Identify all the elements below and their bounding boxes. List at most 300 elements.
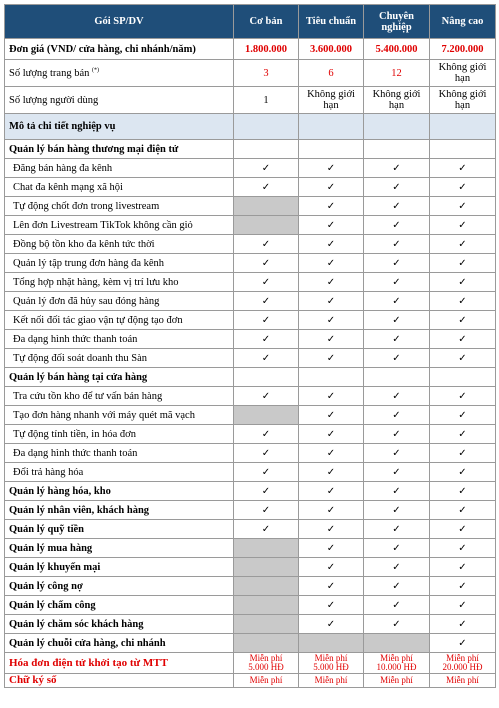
check-icon: ✓	[458, 504, 467, 516]
check-basic	[234, 311, 299, 330]
feature-label: Đổi trả hàng hóa	[5, 463, 234, 482]
check-icon: ✓	[392, 200, 401, 212]
check-icon: ✓	[326, 162, 336, 174]
unavailable-cell-basic	[234, 406, 299, 425]
check-icon: ✓	[261, 276, 271, 288]
check-icon: ✓	[326, 542, 336, 554]
check-advanced	[430, 349, 496, 368]
feature-row	[5, 159, 496, 178]
feature-label: Đồng bộ tồn kho đa kênh tức thời	[5, 235, 234, 254]
price-label: Đơn giá (VND/ cửa hàng, chi nhánh/năm)	[5, 39, 234, 60]
check-icon: ✓	[261, 390, 271, 402]
users-professional: Không giới hạn	[364, 87, 430, 114]
sales-points-advanced: Không giới hạn	[430, 60, 496, 87]
sales-points-row	[5, 60, 496, 87]
check-professional	[364, 311, 430, 330]
check-icon: ✓	[458, 352, 467, 364]
check-icon: ✓	[392, 219, 401, 231]
check-icon: ✓	[326, 447, 336, 459]
feature-label: Tổng hợp nhặt hàng, kèm vị trí lưu kho	[5, 273, 234, 292]
check-icon: ✓	[326, 333, 336, 345]
check-icon: ✓	[326, 466, 336, 478]
unavailable-cell-basic	[234, 197, 299, 216]
check-advanced	[430, 615, 496, 634]
feature-row	[5, 235, 496, 254]
check-icon: ✓	[458, 314, 467, 326]
check-professional	[364, 425, 430, 444]
feature-group-row	[5, 634, 496, 653]
footnote-marker: (*)	[92, 67, 99, 73]
check-icon: ✓	[392, 181, 401, 193]
check-icon: ✓	[326, 561, 336, 573]
einvoice-basic	[234, 653, 299, 674]
check-basic	[234, 273, 299, 292]
check-icon: ✓	[458, 599, 467, 611]
check-advanced	[430, 463, 496, 482]
check-basic	[234, 159, 299, 178]
check-standard	[299, 463, 364, 482]
sales-points-basic: 3	[234, 60, 299, 87]
check-icon: ✓	[458, 542, 467, 554]
check-icon: ✓	[392, 561, 401, 573]
check-professional	[364, 349, 430, 368]
einvoice-price: Miễn phí	[380, 653, 413, 663]
check-standard	[299, 558, 364, 577]
check-advanced	[430, 387, 496, 406]
price-advanced: 7.200.000	[430, 39, 496, 60]
einvoice-quota: 10.000 HĐ	[376, 662, 417, 672]
check-icon: ✓	[458, 295, 467, 307]
feature-label: Lên đơn Livestream TikTok không cần giỏ	[5, 216, 234, 235]
check-icon: ✓	[261, 257, 271, 269]
feature-row	[5, 425, 496, 444]
check-icon: ✓	[326, 314, 336, 326]
unavailable-cell-basic	[234, 615, 299, 634]
check-basic	[234, 501, 299, 520]
check-icon: ✓	[392, 542, 401, 554]
empty-cell-advanced	[430, 140, 496, 159]
check-icon: ✓	[392, 504, 401, 516]
users-standard: Không giới hạn	[299, 87, 364, 114]
check-professional	[364, 463, 430, 482]
check-standard	[299, 596, 364, 615]
check-icon: ✓	[392, 485, 401, 497]
feature-group-label: Quản lý chăm sóc khách hàng	[5, 615, 234, 634]
check-icon: ✓	[392, 333, 401, 345]
check-icon: ✓	[392, 238, 401, 250]
unavailable-cell-basic	[234, 596, 299, 615]
check-standard	[299, 406, 364, 425]
price-row	[5, 39, 496, 60]
einvoice-professional	[364, 653, 430, 674]
esign-standard: Miễn phí	[299, 674, 364, 688]
check-icon: ✓	[458, 181, 467, 193]
check-icon: ✓	[392, 276, 401, 288]
feature-group-row	[5, 539, 496, 558]
feature-row	[5, 463, 496, 482]
price-basic: 1.800.000	[234, 39, 299, 60]
check-advanced	[430, 501, 496, 520]
check-icon: ✓	[458, 580, 467, 592]
check-advanced	[430, 292, 496, 311]
check-basic	[234, 254, 299, 273]
users-advanced: Không giới hạn	[430, 87, 496, 114]
check-icon: ✓	[458, 333, 467, 345]
feature-group-label: Quản lý công nợ	[5, 577, 234, 596]
header-package-label: Gói SP/DV	[5, 5, 234, 39]
check-advanced	[430, 330, 496, 349]
check-basic	[234, 425, 299, 444]
section-cell	[299, 114, 364, 140]
check-icon: ✓	[261, 485, 271, 497]
check-icon: ✓	[392, 523, 401, 535]
check-icon: ✓	[392, 428, 401, 440]
check-icon: ✓	[326, 428, 336, 440]
check-standard	[299, 159, 364, 178]
sales-points-professional: 12	[364, 60, 430, 87]
check-advanced	[430, 254, 496, 273]
feature-label: Kết nối đối tác giao vận tự động tạo đơn	[5, 311, 234, 330]
feature-row	[5, 273, 496, 292]
feature-row	[5, 406, 496, 425]
feature-label: Tự động tính tiền, in hóa đơn	[5, 425, 234, 444]
check-icon: ✓	[261, 181, 271, 193]
check-basic	[234, 330, 299, 349]
check-icon: ✓	[326, 409, 336, 421]
unavailable-cell-standard	[299, 634, 364, 653]
check-icon: ✓	[261, 428, 271, 440]
price-professional: 5.400.000	[364, 39, 430, 60]
empty-cell-standard	[299, 368, 364, 387]
einvoice-advanced	[430, 653, 496, 674]
check-professional	[364, 197, 430, 216]
check-icon: ✓	[392, 466, 401, 478]
feature-group-label: Quản lý hàng hóa, kho	[5, 482, 234, 501]
check-standard	[299, 482, 364, 501]
check-advanced	[430, 273, 496, 292]
feature-row	[5, 254, 496, 273]
check-advanced	[430, 197, 496, 216]
check-icon: ✓	[392, 618, 401, 630]
check-icon: ✓	[326, 504, 336, 516]
check-icon: ✓	[458, 409, 467, 421]
check-professional	[364, 178, 430, 197]
check-icon: ✓	[458, 561, 467, 573]
unavailable-cell-basic	[234, 539, 299, 558]
feature-row	[5, 216, 496, 235]
check-standard	[299, 292, 364, 311]
unavailable-cell-basic	[234, 634, 299, 653]
check-standard	[299, 273, 364, 292]
feature-group-row	[5, 520, 496, 539]
check-professional	[364, 596, 430, 615]
check-professional	[364, 615, 430, 634]
check-basic	[234, 387, 299, 406]
check-icon: ✓	[326, 523, 336, 535]
feature-group-label: Quản lý chấm công	[5, 596, 234, 615]
check-basic	[234, 292, 299, 311]
feature-label: Tạo đơn hàng nhanh với máy quét mã vạch	[5, 406, 234, 425]
check-icon: ✓	[326, 390, 336, 402]
unavailable-cell-basic	[234, 558, 299, 577]
feature-row	[5, 349, 496, 368]
check-advanced	[430, 596, 496, 615]
check-advanced	[430, 406, 496, 425]
check-basic	[234, 349, 299, 368]
check-icon: ✓	[392, 409, 401, 421]
sales-points-standard: 6	[299, 60, 364, 87]
check-advanced	[430, 539, 496, 558]
check-icon: ✓	[458, 257, 467, 269]
check-professional	[364, 406, 430, 425]
check-standard	[299, 501, 364, 520]
check-icon: ✓	[458, 219, 467, 231]
check-icon: ✓	[458, 200, 467, 212]
check-professional	[364, 273, 430, 292]
feature-row	[5, 178, 496, 197]
einvoice-quota: 5.000 HĐ	[313, 662, 349, 672]
feature-label: Quản lý tập trung đơn hàng đa kênh	[5, 254, 234, 273]
check-icon: ✓	[326, 200, 336, 212]
pricing-table-container	[4, 4, 495, 688]
check-professional	[364, 159, 430, 178]
header-professional: Chuyên nghiệp	[364, 5, 430, 39]
check-icon: ✓	[326, 219, 336, 231]
unavailable-cell-basic	[234, 577, 299, 596]
users-basic: 1	[234, 87, 299, 114]
unavailable-cell-basic	[234, 216, 299, 235]
feature-group-row	[5, 368, 496, 387]
check-professional	[364, 387, 430, 406]
check-icon: ✓	[261, 504, 271, 516]
esign-advanced: Miễn phí	[430, 674, 496, 688]
check-icon: ✓	[458, 390, 467, 402]
check-icon: ✓	[261, 466, 271, 478]
check-standard	[299, 311, 364, 330]
check-icon: ✓	[458, 618, 467, 630]
users-label: Số lượng người dùng	[5, 87, 234, 114]
einvoice-quota: 5.000 HĐ	[248, 662, 284, 672]
feature-label: Tự động chốt đơn trong livestream	[5, 197, 234, 216]
feature-row	[5, 292, 496, 311]
check-standard	[299, 330, 364, 349]
check-standard	[299, 539, 364, 558]
check-standard	[299, 216, 364, 235]
check-professional	[364, 444, 430, 463]
check-icon: ✓	[261, 295, 271, 307]
esign-professional: Miễn phí	[364, 674, 430, 688]
check-icon: ✓	[261, 314, 271, 326]
check-icon: ✓	[326, 352, 336, 364]
check-icon: ✓	[392, 447, 401, 459]
feature-label: Tự động đối soát doanh thu Sàn	[5, 349, 234, 368]
feature-group-row	[5, 596, 496, 615]
check-advanced	[430, 520, 496, 539]
check-icon: ✓	[326, 257, 336, 269]
feature-label: Đa dạng hình thức thanh toán	[5, 330, 234, 349]
empty-cell-advanced	[430, 368, 496, 387]
check-icon: ✓	[392, 580, 401, 592]
check-icon: ✓	[392, 599, 401, 611]
check-professional	[364, 235, 430, 254]
feature-group-label: Quản lý nhân viên, khách hàng	[5, 501, 234, 520]
check-standard	[299, 577, 364, 596]
check-standard	[299, 520, 364, 539]
check-icon: ✓	[392, 314, 401, 326]
section-row	[5, 114, 496, 140]
feature-group-row	[5, 482, 496, 501]
feature-group-label: Quản lý bán hàng tại cửa hàng	[5, 368, 234, 387]
check-basic	[234, 235, 299, 254]
feature-group-label: Quản lý quỹ tiền	[5, 520, 234, 539]
check-standard	[299, 615, 364, 634]
check-icon: ✓	[458, 523, 467, 535]
check-standard	[299, 425, 364, 444]
check-professional	[364, 501, 430, 520]
check-icon: ✓	[458, 485, 467, 497]
pricing-table	[4, 4, 496, 688]
check-icon: ✓	[458, 238, 467, 250]
esign-basic: Miễn phí	[234, 674, 299, 688]
feature-label: Đăng bán hàng đa kênh	[5, 159, 234, 178]
check-advanced	[430, 444, 496, 463]
check-icon: ✓	[458, 428, 467, 440]
check-icon: ✓	[392, 352, 401, 364]
check-standard	[299, 349, 364, 368]
check-basic	[234, 482, 299, 501]
feature-group-row	[5, 501, 496, 520]
feature-row	[5, 444, 496, 463]
check-standard	[299, 387, 364, 406]
feature-group-row	[5, 577, 496, 596]
check-basic	[234, 444, 299, 463]
check-icon: ✓	[392, 257, 401, 269]
check-icon: ✓	[326, 485, 336, 497]
check-professional	[364, 539, 430, 558]
check-icon: ✓	[326, 181, 336, 193]
check-icon: ✓	[326, 276, 336, 288]
empty-cell-basic	[234, 368, 299, 387]
check-professional	[364, 216, 430, 235]
check-advanced	[430, 311, 496, 330]
check-icon: ✓	[326, 580, 336, 592]
esign-label: Chữ ký số	[5, 674, 234, 688]
check-icon: ✓	[326, 599, 336, 611]
check-icon: ✓	[392, 390, 401, 402]
header-standard: Tiêu chuẩn	[299, 5, 364, 39]
feature-group-label: Quản lý khuyến mại	[5, 558, 234, 577]
check-standard	[299, 197, 364, 216]
feature-group-row	[5, 558, 496, 577]
check-advanced	[430, 216, 496, 235]
einvoice-price: Miễn phí	[446, 653, 479, 663]
feature-group-label: Quản lý mua hàng	[5, 539, 234, 558]
check-icon: ✓	[261, 447, 271, 459]
check-icon: ✓	[392, 295, 401, 307]
users-row	[5, 87, 496, 114]
check-icon: ✓	[458, 466, 467, 478]
empty-cell-professional	[364, 368, 430, 387]
header-advanced: Nâng cao	[430, 5, 496, 39]
einvoice-price: Miễn phí	[249, 653, 283, 663]
einvoice-price: Miễn phí	[314, 653, 348, 663]
check-advanced	[430, 235, 496, 254]
feature-row	[5, 330, 496, 349]
feature-group-row	[5, 615, 496, 634]
feature-label: Tra cứu tồn kho để tư vấn bán hàng	[5, 387, 234, 406]
feature-group-label: Quản lý bán hàng thương mại điện tử	[5, 140, 234, 159]
check-basic	[234, 178, 299, 197]
feature-group-label: Quản lý chuỗi cửa hàng, chi nhánh	[5, 634, 234, 653]
feature-label: Quản lý đơn đã hủy sau đóng hàng	[5, 292, 234, 311]
check-professional	[364, 292, 430, 311]
check-icon: ✓	[458, 276, 467, 288]
feature-row	[5, 387, 496, 406]
check-icon: ✓	[261, 238, 271, 250]
check-advanced	[430, 178, 496, 197]
check-icon: ✓	[458, 637, 467, 649]
einvoice-row	[5, 653, 496, 674]
empty-cell-professional	[364, 140, 430, 159]
check-advanced	[430, 558, 496, 577]
check-icon: ✓	[326, 295, 336, 307]
feature-row	[5, 311, 496, 330]
feature-label: Đa dạng hình thức thanh toán	[5, 444, 234, 463]
esign-row	[5, 674, 496, 688]
check-basic	[234, 520, 299, 539]
feature-group-row	[5, 140, 496, 159]
check-icon: ✓	[326, 238, 336, 250]
check-advanced	[430, 634, 496, 653]
check-icon: ✓	[326, 618, 336, 630]
check-professional	[364, 577, 430, 596]
check-professional	[364, 482, 430, 501]
price-standard: 3.600.000	[299, 39, 364, 60]
check-icon: ✓	[458, 447, 467, 459]
section-title: Mô tả chi tiết nghiệp vụ	[5, 114, 234, 140]
einvoice-quota: 20.000 HĐ	[442, 662, 483, 672]
check-professional	[364, 330, 430, 349]
check-advanced	[430, 482, 496, 501]
check-professional	[364, 254, 430, 273]
empty-cell-basic	[234, 140, 299, 159]
check-icon: ✓	[261, 352, 271, 364]
empty-cell-standard	[299, 140, 364, 159]
check-icon: ✓	[392, 162, 401, 174]
einvoice-standard	[299, 653, 364, 674]
check-icon: ✓	[261, 333, 271, 345]
check-icon: ✓	[261, 162, 271, 174]
check-icon: ✓	[261, 523, 271, 535]
section-cell	[234, 114, 299, 140]
sales-points-label: Số lượng trang bán (*)	[5, 60, 234, 87]
check-advanced	[430, 425, 496, 444]
feature-row	[5, 197, 496, 216]
header-row	[5, 5, 496, 39]
check-advanced	[430, 159, 496, 178]
check-professional	[364, 558, 430, 577]
einvoice-label: Hóa đơn điện tử khởi tạo từ MTT	[5, 653, 234, 674]
check-icon: ✓	[458, 162, 467, 174]
check-standard	[299, 254, 364, 273]
check-standard	[299, 444, 364, 463]
check-professional	[364, 520, 430, 539]
check-basic	[234, 463, 299, 482]
check-standard	[299, 235, 364, 254]
check-standard	[299, 178, 364, 197]
header-basic: Cơ bản	[234, 5, 299, 39]
unavailable-cell-professional	[364, 634, 430, 653]
